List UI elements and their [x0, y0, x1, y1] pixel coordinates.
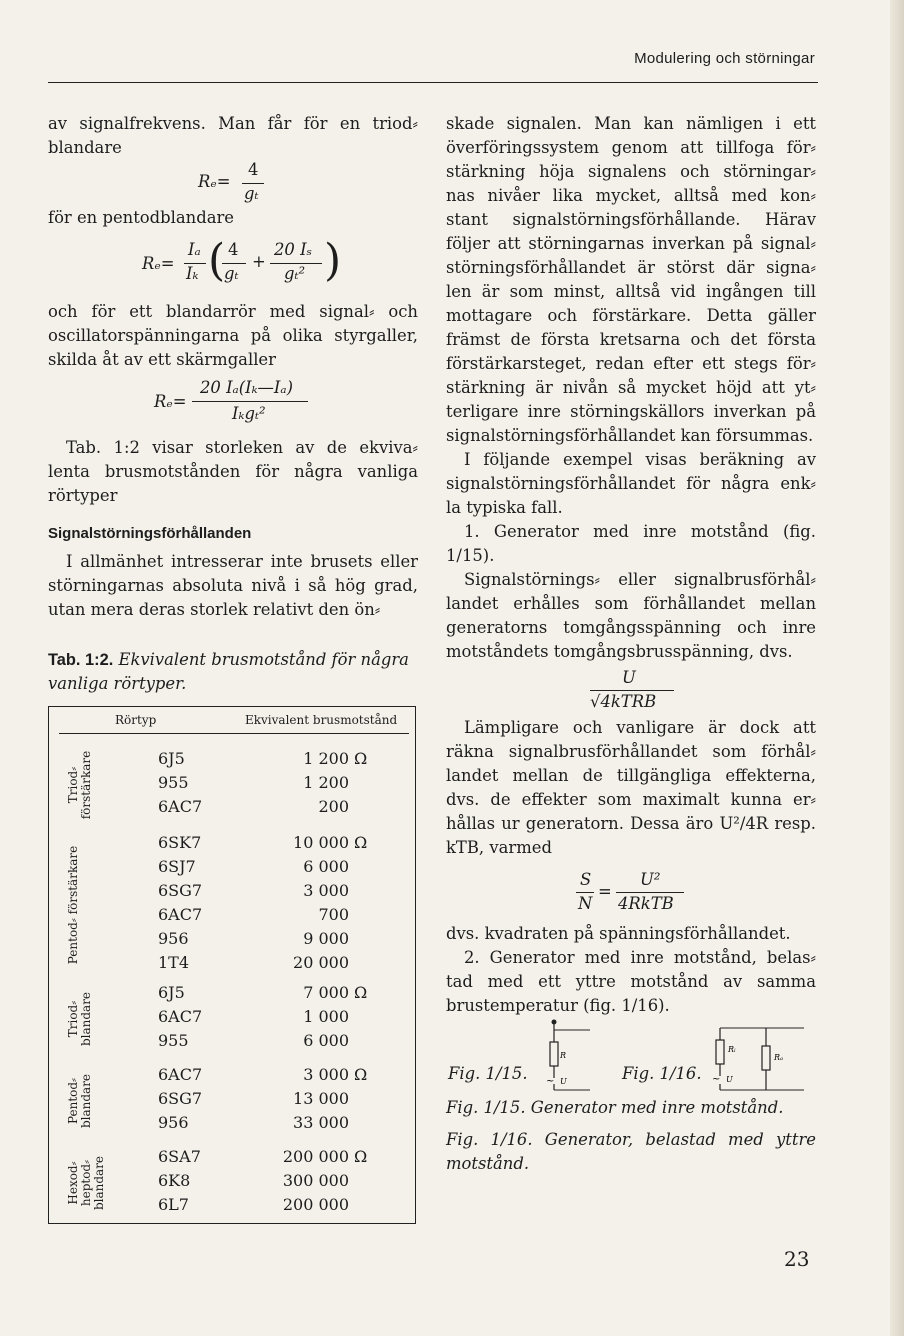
tube-type-cell: 1T4 [158, 953, 190, 972]
tube-type-cell: 6SG7 [158, 1089, 203, 1108]
resistance-value-cell: 7 000 [303, 983, 349, 1002]
fig-15-circuit [532, 1018, 602, 1094]
formula-power-ratio [446, 860, 816, 922]
tube-type-cell: 6J5 [158, 749, 185, 768]
fig-16-voltage-label: U [726, 1075, 733, 1084]
table-caption-text: Ekvivalent brusmotstånd för några vanliga rörtyper. [48, 650, 409, 693]
group-label: Pentod⸗ förstärkare [66, 845, 80, 965]
noise-resistance-table [48, 706, 416, 1224]
ohm-unit: Ω [354, 1065, 368, 1084]
table-caption-number: Tab. 1:2. [48, 651, 114, 669]
tube-type-cell: 6SJ7 [158, 857, 196, 876]
open-paren: ( [208, 235, 226, 286]
formula-b-den: gₜ [224, 264, 239, 283]
resistance-value-cell: 200 000 [282, 1147, 349, 1166]
figure-caption-15: Fig. 1/15. Generator med inre motstånd. [446, 1098, 784, 1117]
left-paragraph-4: Tab. 1:2 visar storleken av de ekviva⸗ lenta brusmotstånden för några vanliga rörtyper [48, 438, 418, 505]
resistance-value-cell: 1 000 [303, 1007, 349, 1026]
tube-type-cell: 6AC7 [158, 905, 203, 924]
group-label: Triod⸗ förstärkare [66, 750, 93, 820]
right-paragraph-5: Lämpligare och vanligare är dock att räkna signalbrusförhållandet som förhål⸗ landet mellan de tillgängliga effekterna, dvs. de effekter som maximalt kunna er⸗ hållas ur generatorn. Dessa äro U²/4R resp. kTB, varmed [446, 718, 816, 857]
ohm-unit: Ω [354, 833, 368, 852]
formula-plus: + [252, 252, 266, 271]
formula-num: 4 [248, 160, 259, 179]
close-paren: ) [324, 235, 342, 286]
formula-r-den: 4RkTB [618, 894, 674, 913]
tube-type-cell: 6SK7 [158, 833, 202, 852]
right-paragraph-1: skade signalen. Man kan nämligen i ett överföringssystem genom att tillfoga för⸗ stärkning höja signalens och störningar⸗ nas nivåer lika mycket, alltså med kon⸗ stant signalstörningsförhållande. Härav följer att störningarnas inverkan på signal⸗ störningsförhållandet är störst där signa⸗ len är som minst, alltså vid ingången till mottagare och förstärkare. Detta gäller främst de första kretsarna och det första förstärkarsteget, redan efter ett stegs för⸗ stärkning är nivån så mycket höjd att yt⸗ terligare inre störningskällors inverkan på signalstörningsförhållandet kan försummas. [446, 114, 816, 445]
fig-15-voltage-label: U [560, 1077, 567, 1086]
right-paragraph-7: 2. Generator med inre motstånd, belas⸗ tad med ett yttre motstånd av samma brustemperatur (fig. 1/16). [446, 948, 816, 1015]
resistance-value-cell: 6 000 [303, 857, 349, 876]
tube-type-cell: 6AC7 [158, 1065, 203, 1084]
formula-num: U [622, 668, 636, 687]
header-rule [59, 733, 409, 734]
table-caption [48, 648, 428, 696]
page-edge [890, 0, 904, 1336]
left-paragraph-1: av signalfrekvens. Man får för en triod⸗ blandare [48, 114, 418, 157]
resistance-value-cell: 13 000 [293, 1089, 349, 1108]
right-paragraph-3: 1. Generator med inre motstånd (fig. 1/15). [446, 522, 816, 565]
formula-voltage-ratio [446, 664, 816, 716]
tube-type-cell: 6SA7 [158, 1147, 201, 1166]
formula-screen-grid [48, 372, 418, 436]
resistance-value-cell: 3 000 [303, 1065, 349, 1084]
formula-pentode [48, 230, 418, 300]
formula-r-num: U² [640, 870, 661, 889]
tube-type-cell: 956 [158, 1113, 189, 1132]
page-number: 23 [784, 1247, 810, 1271]
tube-type-cell: 6AC7 [158, 797, 203, 816]
formula-a-num: Iₐ [188, 240, 201, 259]
formula-den: √4kTRB [590, 692, 657, 711]
figure-caption-16: Fig. 1/16. Generator, belastad med yttre motstånd. [446, 1130, 816, 1173]
ohm-unit: Ω [354, 749, 368, 768]
resistance-value-cell: 20 000 [293, 953, 349, 972]
ohm-unit: Ω [354, 983, 368, 1002]
fig-16-inner-resistor-label: Rᵢ [728, 1045, 736, 1054]
right-paragraph-4: Signalstörnings⸗ eller signalbrusförhål⸗ landet erhålles som förhållandet mellan generatorns tomgångsspänning och inre motståndets tomgångsbrusspänning, dvs. [446, 570, 816, 661]
formula-lhs: Rₑ= [142, 254, 175, 273]
formula-b-num: 4 [228, 240, 239, 259]
resistance-value-cell: 33 000 [293, 1113, 349, 1132]
tube-type-cell: 6K8 [158, 1171, 191, 1190]
fig-16-circuit [704, 1018, 814, 1094]
left-column [48, 112, 418, 622]
formula-a-den: Iₖ [186, 264, 199, 283]
formula-c-den: gₜ² [284, 264, 306, 283]
left-paragraph-3: och för ett blandarrör med signal⸗ och oscillatorspänningarna på olika styrgaller, skilda åt av ett skärmgaller [48, 302, 418, 369]
running-title: Modulering och störningar [634, 50, 815, 67]
ohm-unit: Ω [354, 1147, 368, 1166]
fig-15-resistor-label: R [560, 1051, 567, 1060]
resistance-value-cell: 9 000 [303, 929, 349, 948]
tube-type-cell: 6J5 [158, 983, 185, 1002]
group-label: Pentod⸗ blandare [66, 1073, 93, 1129]
column-header-type: Rörtyp [115, 713, 157, 727]
formula-den: gₜ [244, 184, 259, 203]
resistance-value-cell: 700 [318, 905, 349, 924]
right-paragraph-2: I följande exempel visas beräkning av signalstörningsförhållandet för några enk⸗ la typiska fall. [446, 450, 816, 517]
tube-type-cell: 6L7 [158, 1195, 189, 1214]
resistance-value-cell: 3 000 [303, 881, 349, 900]
formula-l-num: S [580, 870, 592, 889]
formula-eq: = [598, 882, 612, 901]
formula-triode [48, 160, 418, 206]
resistance-value-cell: 6 000 [303, 1031, 349, 1050]
resistance-value-cell: 10 000 [293, 833, 349, 852]
resistance-value-cell: 200 000 [282, 1195, 349, 1214]
fig-16-source-symbol: ~ [712, 1074, 721, 1085]
resistance-value-cell: 200 [318, 797, 349, 816]
right-paragraph-6: dvs. kvadraten på spänningsförhållandet. [446, 924, 791, 943]
left-paragraph-5: I allmänhet intresserar inte brusets eller störningarnas absoluta nivå i så hög grad, utan mera deras storlek relativt den ön⸗ [48, 552, 418, 619]
tube-type-cell: 955 [158, 773, 189, 792]
formula-lhs: Rₑ= [198, 172, 231, 191]
section-heading: Signalstörningsförhållanden [48, 525, 252, 542]
group-label: Triod⸗ blandare [66, 991, 93, 1047]
tube-type-cell: 955 [158, 1031, 189, 1050]
tube-type-cell: 956 [158, 929, 189, 948]
left-paragraph-2: för en pentodblandare [48, 208, 235, 227]
tube-type-cell: 6AC7 [158, 1007, 203, 1026]
formula-l-den: N [578, 894, 593, 913]
resistance-value-cell: 1 200 [303, 749, 349, 768]
formula-lhs: Rₑ= [154, 392, 187, 411]
resistance-value-cell: 1 200 [303, 773, 349, 792]
column-header-value: Ekvivalent brusmotstånd [245, 713, 398, 727]
fig-16-label: Fig. 1/16. [622, 1064, 702, 1083]
resistance-value-cell: 300 000 [282, 1171, 349, 1190]
header-rule [48, 82, 818, 83]
group-label: Hexod⸗ heptod⸗ blandare [66, 1155, 106, 1211]
formula-num: 20 Iₐ(Iₖ—Iₐ) [200, 378, 293, 397]
figure-row [446, 1018, 816, 1094]
fig-15-source-symbol: ~ [546, 1076, 555, 1087]
right-column [446, 112, 816, 1184]
tube-type-cell: 6SG7 [158, 881, 203, 900]
formula-den: Iₖgₜ² [232, 404, 266, 423]
formula-c-num: 20 Iₛ [274, 240, 313, 259]
fig-15-label: Fig. 1/15. [448, 1064, 528, 1083]
fig-16-load-resistor-label: Rₐ [774, 1053, 784, 1062]
